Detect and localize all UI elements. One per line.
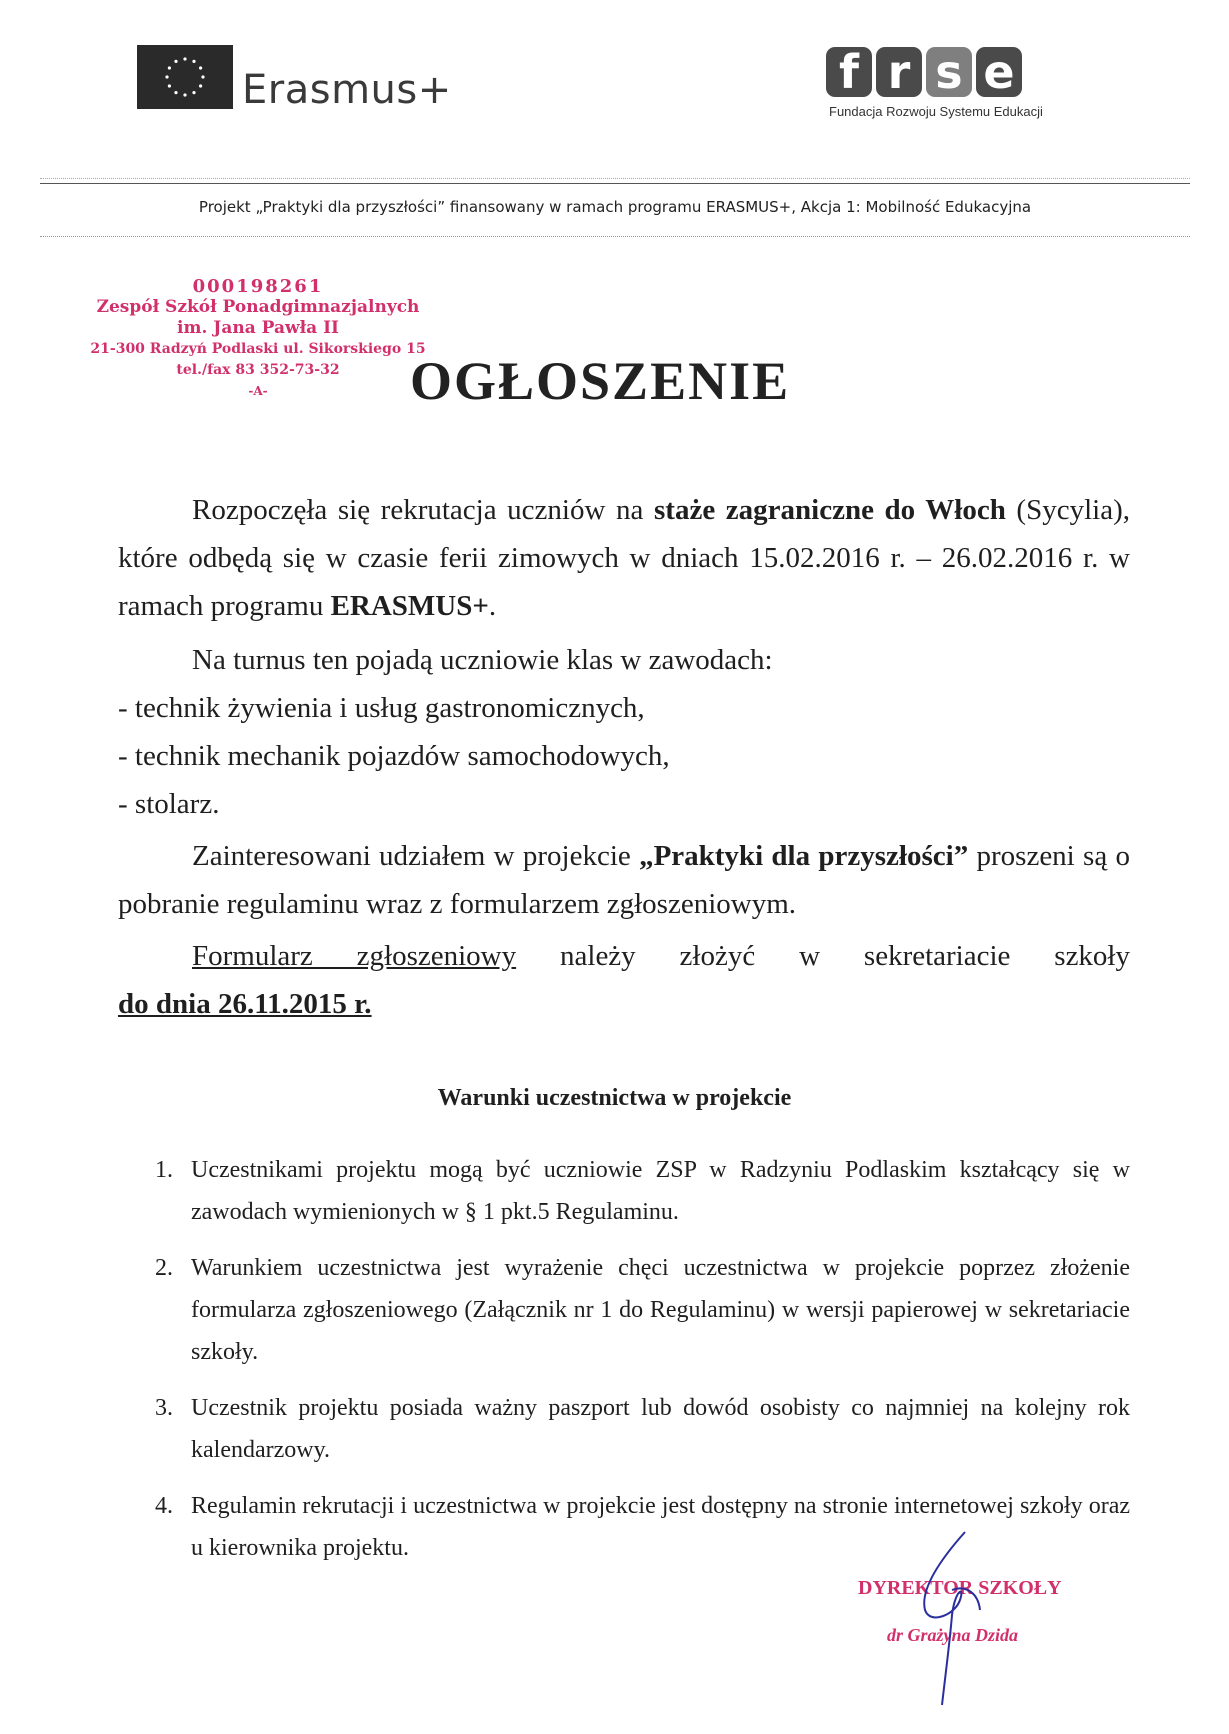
condition-number: 1. <box>155 1157 173 1183</box>
deadline <box>118 980 372 1028</box>
eu-star-icon <box>183 93 186 96</box>
stamp-phone: tel./fax 83 352-73-32 <box>176 362 340 378</box>
conditions-heading: Warunki uczestnictwa w projekcie <box>437 1085 792 1111</box>
condition-text: Regulamin rekrutacji i uczestnictwa w projekcie jest dostępny na stronie internetowej szkoły oraz u kierownika projektu. <box>191 1493 1130 1561</box>
paragraph-recruitment <box>118 486 1130 630</box>
eu-star-icon <box>168 66 171 69</box>
paragraph-interested <box>118 832 1130 928</box>
p3-text-c: proszeni są o pobranie regulaminu wraz z formularzem zgłoszeniowym. <box>118 840 1130 920</box>
eu-flag-logo <box>137 45 233 109</box>
p1-text-bold-destination: staże zagraniczne do Włoch <box>654 494 1006 526</box>
condition-item <box>155 1387 1130 1471</box>
eu-star-icon <box>192 60 195 63</box>
eu-star-icon <box>165 75 168 78</box>
condition-text: Warunkiem uczestnictwa jest wyrażenie chęci uczestnictwa w projekcie poprzez złożenie formularza zgłoszeniowego (Załącznik nr 1 do Regulaminu) w wersji papierowej w sekretariacie szkoły. <box>191 1255 1130 1365</box>
p1-text-e: . <box>488 590 497 622</box>
project-info-line: Projekt „Praktyki dla przyszłości” finansowany w ramach programu ERASMUS+, Akcja 1: Mobilność Edukacyjna <box>198 198 1032 216</box>
header-divider <box>40 183 1190 184</box>
stamp-name-line2: im. Jana Pawła II <box>177 318 339 338</box>
paragraph-form-submission <box>118 932 1130 980</box>
condition-text: Uczestnikami projektu mogą być uczniowie ZSP w Radzyniu Podlaskim kształcący się w zawodach wymienionych w § 1 pkt.5 Regulaminu. <box>191 1157 1130 1225</box>
condition-text: Uczestnik projektu posiada ważny paszport lub dowód osobisty co najmniej na kolejny rok kalendarzowy. <box>191 1395 1130 1463</box>
p1-text-a: Rozpoczęła się rekrutacja uczniów na <box>192 494 654 526</box>
stamp-address: 21-300 Radzyń Podlaski ul. Sikorskiego 15 <box>90 341 426 357</box>
deadline-date: do dnia 26.11.2015 r. <box>118 988 372 1020</box>
eu-star-icon <box>168 84 171 87</box>
paragraph-professions-intro: Na turnus ten pojadą uczniowie klas w zawodach: <box>192 644 773 676</box>
eu-star-icon <box>199 84 202 87</box>
signature-title: DYREKTOR SZKOŁY <box>858 1577 1062 1599</box>
stamp-name-line1: Zespół Szkół Ponadgimnazjalnych <box>96 297 420 317</box>
condition-item <box>155 1247 1130 1373</box>
eu-star-icon <box>201 75 204 78</box>
profession-item: - technik mechanik pojazdów samochodowych, <box>118 740 670 772</box>
school-stamp <box>88 276 428 402</box>
profession-item: - technik żywienia i usług gastronomicznych, <box>118 692 645 724</box>
p3-text-bold-project: „Praktyki dla przyszłości” <box>639 840 969 872</box>
project-divider <box>40 236 1190 237</box>
p4-text-b: należy złożyć w sekretariacie szkoły <box>516 940 1130 972</box>
condition-number: 4. <box>155 1493 173 1519</box>
p3-text-a: Zainteresowani udziałem w projekcie <box>192 840 640 872</box>
erasmus-logo-label: Erasmus+ <box>242 67 452 113</box>
condition-item <box>155 1149 1130 1233</box>
condition-number: 3. <box>155 1395 173 1421</box>
eu-star-icon <box>183 57 186 60</box>
frse-letter-r: r <box>876 47 922 97</box>
eu-star-icon <box>192 91 195 94</box>
p4-text-form-underlined: Formularz zgłoszeniowy <box>192 940 517 972</box>
handwritten-signature-icon <box>880 1530 1000 1710</box>
frse-logo <box>826 47 1022 97</box>
condition-number: 2. <box>155 1255 173 1281</box>
eu-stars-icon <box>137 45 233 109</box>
frse-letter-f: f <box>826 47 872 97</box>
p1-text-bold-program: ERASMUS+ <box>330 590 489 622</box>
p1-text-c: (Sycylia), które odbędą się w czasie ferii zimowych w dniach 15.02.2016 r. – 26.02.2016 r. w ramach programu <box>118 494 1130 622</box>
signature-name: dr Grażyna Dzida <box>887 1625 1019 1645</box>
header-divider-dotted <box>40 178 1190 179</box>
frse-letter-e: e <box>976 47 1022 97</box>
profession-item: - stolarz. <box>118 788 220 820</box>
stamp-letter: -A- <box>248 384 268 398</box>
eu-star-icon <box>174 60 177 63</box>
stamp-number: 000198261 <box>192 276 324 297</box>
page-title: OGŁOSZENIE <box>410 351 791 411</box>
eu-star-icon <box>199 66 202 69</box>
frse-letter-s: s <box>926 47 972 97</box>
frse-subtitle: Fundacja Rozwoju Systemu Edukacji <box>829 104 1043 119</box>
eu-star-icon <box>174 91 177 94</box>
